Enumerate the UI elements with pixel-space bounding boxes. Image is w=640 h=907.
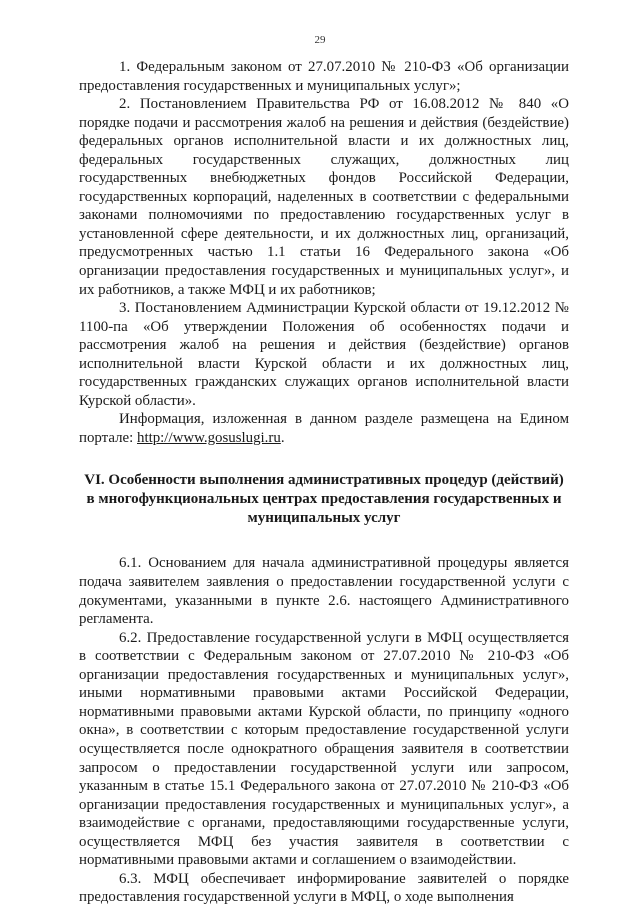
list-item-3: 3. Постановлением Администрации Курской области от 19.12.2012 № 1100-па «Об утверждении Положения об особенностях подачи и рассмотрения жалоб на решения и действия (бездействие) органов исполнительной власти Курской области и их должностных лиц, государственных гражданских служащих органов исполнительной власти Курской области». bbox=[79, 300, 569, 409]
info-paragraph bbox=[79, 410, 569, 447]
document-body bbox=[79, 58, 569, 907]
spacer bbox=[79, 528, 569, 554]
info-text: Информация, изложенная в данном разделе размещена на Едином портале: bbox=[79, 411, 569, 446]
section-heading-line-2: в многофункциональных центрах предоставления государственных и bbox=[86, 491, 562, 508]
section-heading-line-1: VI. Особенности выполнения административных процедур (действий) bbox=[84, 472, 564, 489]
section-heading-line-3: муниципальных услуг bbox=[247, 510, 401, 527]
gosuslugi-link[interactable]: http://www.gosuslugi.ru bbox=[137, 429, 281, 446]
page-number: 29 bbox=[314, 34, 326, 46]
list-item-1: 1. Федеральным законом от 27.07.2010 № 210-ФЗ «Об организации предоставления государственных и муниципальных услуг»; bbox=[79, 59, 569, 94]
spacer bbox=[79, 447, 569, 471]
paragraph-6-1: 6.1. Основанием для начала административной процедуры является подача заявителем заявления о предоставлении государственной услуги с документами, указанными в пункте 2.6. настоящего Административного регламента. bbox=[79, 555, 569, 628]
paragraph-6-3: 6.3. МФЦ обеспечивает информирование заявителей о порядке предоставления государственной услуги в МФЦ, о ходе выполнения bbox=[79, 870, 569, 906]
section-heading bbox=[79, 471, 569, 528]
paragraph-6-2: 6.2. Предоставление государственной услуги в МФЦ осуществляется в соответствии с Федеральным законом от 27.07.2010 № 210-ФЗ «Об организации предоставления государственных и муниципальных услуг», иными нормативными правовыми актами Российской Федерации, нормативными правовыми актами Курской области, по принципу «одного окна», в соответствии с которым предоставление государственной услуги осуществляется после однократного обращения заявителя в соответствии запросом о предоставлении государственной услуги или запросом, указанным в статье 15.1 Федерального закона от 27.07.2010 № 210-ФЗ «Об организации предоставления государственных и муниципальных услуг», а взаимодействие с органами, предоставляющими государственные услуги, осуществляется МФЦ без участия заявителя в соответствии с нормативными правовыми актами и соглашением о взаимодействии. bbox=[79, 629, 569, 869]
list-item-2: 2. Постановлением Правительства РФ от 16.08.2012 № 840 «О порядке подачи и рассмотрения жалоб на решения и действия (бездействие) федеральных органов исполнительной власти и их должностных лиц, федеральных государственных служащих, должностных лиц государственных внебюджетных фондов Российской Федерации, государственных корпораций, наделенных в соответствии с федеральными законами полномочиями по предоставлению государственных услуг в установленной сфере деятельности, и их должностных лиц, организаций, предусмотренных частью 1.1 статьи 16 Федерального закона «Об организации предоставления государственных и муниципальных услуг», и их работников, а также МФЦ и их работников; bbox=[79, 96, 569, 298]
info-suffix: . bbox=[280, 429, 285, 446]
